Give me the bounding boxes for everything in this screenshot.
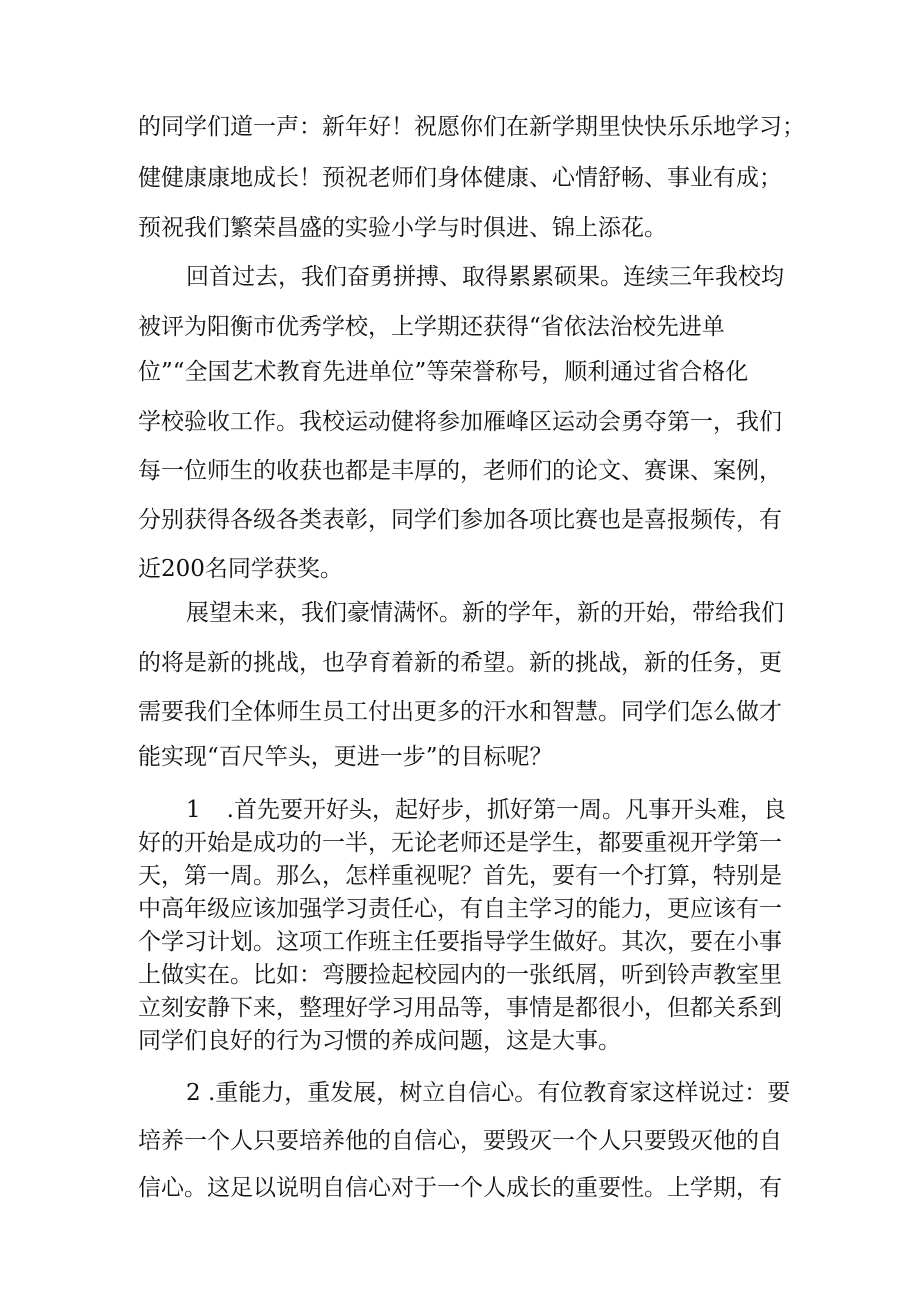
item-1-line-3: 天，第一周。那么，怎样重视呢？首先，要有一个打算，特别是 bbox=[138, 863, 782, 889]
paragraph-3-line-2: 的将是新的挑战，也孕育着新的希望。新的挑战，新的任务，更 bbox=[138, 650, 782, 676]
item-1-line-2: 好的开始是成功的一半，无论老师还是学生，都要重视开学第一 bbox=[138, 830, 782, 856]
item-1-first-text: .首先要开好头，起好步，抓好第一周。凡事开头难，良 bbox=[226, 797, 786, 823]
paragraph-2-line-3: 位”“全国艺术教育先进单位”等荣誉称号，顺利通过省合格化 bbox=[138, 359, 749, 385]
item-1-line-8: 同学们良好的行为习惯的养成问题，这是大事。 bbox=[138, 1028, 621, 1054]
item-1-line-6: 上做实在。比如：弯腰捡起校园内的一张纸屑，听到铃声教室里 bbox=[138, 962, 782, 988]
paragraph-1-line-1: 的同学们道一声：新年好！祝愿你们在新学期里快快乐乐地学习； bbox=[138, 114, 805, 140]
paragraph-3-line-3: 需要我们全体师生员工付出更多的汗水和智慧。同学们怎么做才 bbox=[138, 699, 782, 725]
paragraph-1-line-3: 预祝我们繁荣昌盛的实验小学与时俱进、锦上添花。 bbox=[138, 215, 667, 241]
item-1-number: 1 bbox=[186, 797, 201, 823]
item-1-line-7: 立刻安静下来，整理好学习用品等，事情是都很小，但都关系到 bbox=[138, 995, 782, 1021]
item-1-first-line bbox=[186, 796, 920, 824]
paragraph-3-line-4: 能实现“百尺竿头，更进一步”的目标呢？ bbox=[138, 744, 553, 770]
paragraph-2-line-5: 每一位师生的收获也都是丰厚的，老师们的论文、赛课、案例， bbox=[138, 458, 782, 484]
paragraph-2-line-6: 分别获得各级各类表彰，同学们参加各项比赛也是喜报频传，有 bbox=[138, 507, 782, 533]
item-2-line-2: 培养一个人只要培养他的自信心，要毁灭一个人只要毁灭他的自 bbox=[138, 1128, 782, 1154]
item-1-line-4: 中高年级应该加强学习责任心，有自主学习的能力，更应该有一 bbox=[138, 896, 782, 922]
paragraph-2-line-7: 近200名同学获奖。 bbox=[138, 556, 343, 582]
paragraph-2-line-1: 回首过去，我们奋勇拼搏、取得累累硕果。连续三年我校均 bbox=[186, 264, 784, 290]
item-2-line-3: 信心。这足以说明自信心对于一个人成长的重要性。上学期，有 bbox=[138, 1175, 782, 1201]
paragraph-2-line-2: 被评为阳衡市优秀学校，上学期还获得“省依法治校先进单 bbox=[138, 314, 725, 340]
item-1-line-5: 个学习计划。这项工作班主任要指导学生做好。其次，要在小事 bbox=[138, 929, 782, 955]
item-2-first-line: 2 .重能力，重发展，树立自信心。有位教育家这样说过：要 bbox=[186, 1080, 791, 1106]
paragraph-1-line-2: 健健康康地成长！预祝老师们身体健康、心情舒畅、事业有成； bbox=[138, 165, 782, 191]
paragraph-3-line-1: 展望未来，我们豪情满怀。新的学年，新的开始，带给我们 bbox=[186, 600, 784, 626]
paragraph-2-line-4: 学校验收工作。我校运动健将参加雁峰区运动会勇夺第一，我们 bbox=[138, 409, 782, 435]
